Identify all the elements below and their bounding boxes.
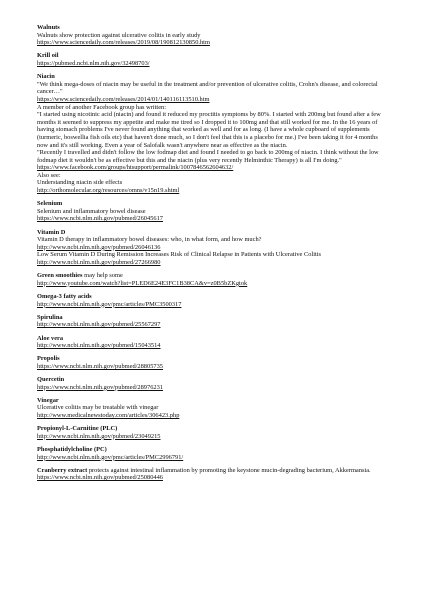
section-cranberry: [37, 467, 388, 482]
section-green-smoothies: [37, 272, 388, 287]
section-text: Walnuts show protection against ulcerative colitis in early study: [37, 31, 201, 39]
testimonial-paragraph: "I started using nicotinic acid (niacin) and found it reduced my proctitis symptoms by 80%. I started with 200mg but found after a few months it seemed to suppress my appetite and make me tired so I dropped it to 100mg and that still worked for me. In the 16 years of having stomach problems I've never found anything that worked as well and for as long. (I have a whole cupboard of supplements (turmeric, boswellia fish oils etc) that haven't done much, so I don't feel that this is a placebo for me.) I've been taking it for 4 months now and it's still working. Even a year of Salofalk wasn't anywhere near as effective as the niacin.: [37, 111, 381, 149]
section-heading: Propionyl-L-Carnitine (PLC): [37, 425, 118, 433]
reference-link[interactable]: http://orthomolecular.org/resources/omns/v15n19.shtml: [37, 187, 180, 195]
section-plc: [37, 425, 388, 440]
section-heading: Omega-3 fatty acids: [37, 292, 92, 300]
section-aloe-vera: [37, 335, 388, 350]
reference-link[interactable]: https://www.ncbi.nlm.nih.gov/pubmed/28805735: [37, 362, 163, 370]
section-text: may help some: [82, 272, 123, 280]
section-heading: Phosphatidylcholine (PC): [37, 446, 107, 454]
section-text: Low Serum Vitamin D During Remission Increases Risk of Clinical Relapse in Patients with Ulcerative Colitis: [37, 251, 322, 259]
section-line: [37, 467, 388, 475]
reference-link[interactable]: http://www.ncbi.nlm.nih.gov/pmc/articles/PMC3500317: [37, 300, 182, 308]
section-niacin: [37, 73, 388, 195]
testimonial-paragraph: "Recently I travelled and didn't follow the low fodmap diet and found I needed to go back to 200mg of niacin. I think without the low fodmap diet it wouldn't be as effective but this and the niacin (plus very recently Helminthic Therapy) is all I'm doing.": [37, 149, 379, 164]
reference-link[interactable]: http://www.ncbi.nlm.nih.gov/pubmed/25567297: [37, 321, 161, 329]
section-text: protects against intestinal inflammation by promoting the keystone mucin-degrading bacterium, Akkermansia.: [87, 466, 371, 474]
section-heading: Green smoothies: [37, 272, 83, 280]
section-heading: Vinegar: [37, 396, 59, 404]
reference-link[interactable]: https://www.sciencedaily.com/releases/2014/01/140116113510.htm: [37, 95, 210, 103]
section-heading: Niacin: [37, 73, 55, 81]
section-heading: Aloe vera: [37, 334, 64, 342]
section-omega-3: [37, 293, 388, 308]
section-heading: Vitamin D: [37, 228, 66, 236]
reference-link[interactable]: http://www.ncbi.nlm.nih.gov/pubmed/27266980: [37, 259, 161, 266]
section-spirulina: [37, 314, 388, 329]
section-walnuts: [37, 24, 388, 47]
section-quercetin: [37, 376, 388, 391]
section-pc: [37, 446, 388, 461]
reference-link[interactable]: https://www.sciencedaily.com/releases/2019/08/190812130850.htm: [37, 39, 210, 47]
reference-link[interactable]: http://www.ncbi.nlm.nih.gov/pubmed/23049215: [37, 432, 161, 440]
section-text: Understanding niacin side effects: [37, 179, 123, 187]
section-heading: Selenium: [37, 200, 63, 208]
reference-link[interactable]: https://pubmed.ncbi.nlm.nih.gov/32498703/: [37, 59, 150, 67]
reference-link[interactable]: http://www.ncbi.nlm.nih.gov/pubmed/26046136: [37, 243, 161, 251]
section-krill-oil: [37, 52, 388, 67]
reference-link[interactable]: https://www.facebook.com/groups/htsupport/permalink/1007846562604632/: [37, 164, 234, 172]
section-heading: Walnuts: [37, 24, 60, 31]
section-text: Vitamin D therapy in inflammatory bowel diseases: who, in what form, and how much?: [37, 236, 262, 244]
section-text: Also see:: [37, 171, 61, 179]
reference-link[interactable]: http://www.ncbi.nlm.nih.gov/pubmed/15043514: [37, 342, 161, 350]
section-vitamin-d: [37, 229, 388, 267]
section-heading: Quercetin: [37, 376, 65, 384]
reference-link[interactable]: http://www.ncbi.nlm.nih.gov/pmc/articles/PMC2996791/: [37, 453, 184, 461]
reference-link[interactable]: http://www.youtube.com/watch?list=PLED6E24E3FC1B38CA&v=z0B5bZKgtok: [37, 279, 248, 287]
section-text: A member of another Facebook group has written:: [37, 103, 167, 111]
section-propolis: [37, 355, 388, 370]
section-heading: Propolis: [37, 355, 60, 363]
reference-link[interactable]: http://www.medicalnewstoday.com/articles/306423.php: [37, 412, 180, 420]
section-vinegar: [37, 397, 388, 420]
reference-link[interactable]: https://www.ncbi.nlm.nih.gov/pubmed/25080446: [37, 474, 163, 482]
section-heading: Cranberry extract: [37, 466, 88, 474]
section-heading: Spirulina: [37, 313, 63, 321]
reference-link[interactable]: https://www.ncbi.nlm.nih.gov/pubmed/28976231: [37, 383, 163, 391]
niacin-quote: "We think mega-doses of niacin may be useful in the treatment and/or prevention of ulcerative colitis, Crohn's disease, and colorectal cancer…": [37, 80, 378, 96]
section-text: Selenium and inflammatory bowel disease: [37, 207, 146, 215]
section-heading: Krill oil: [37, 52, 59, 60]
section-selenium: [37, 200, 388, 223]
section-line: [37, 272, 388, 280]
reference-link[interactable]: https://www.ncbi.nlm.nih.gov/pubmed/26045617: [37, 215, 163, 223]
section-text: Ulcerative colitis may be treatable with vinegar: [37, 404, 159, 412]
